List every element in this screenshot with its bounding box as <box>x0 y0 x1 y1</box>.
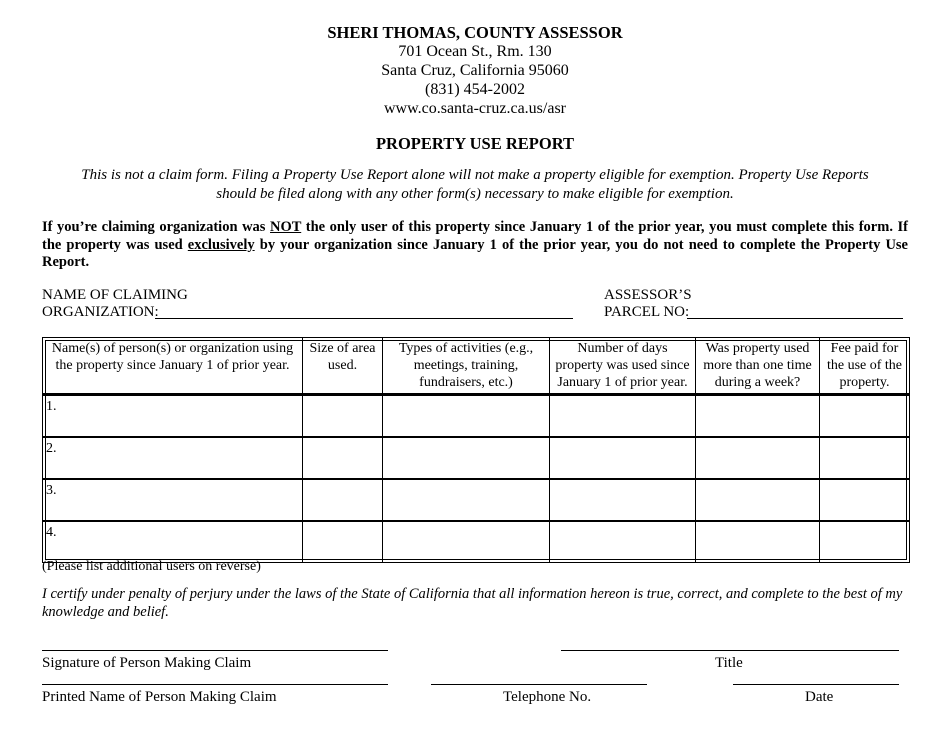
table-cell[interactable] <box>820 521 909 562</box>
org-label-line-1: NAME OF CLAIMING <box>42 287 188 303</box>
website: www.co.santa-cruz.ca.us/asr <box>384 100 566 117</box>
signature-line[interactable] <box>42 650 388 651</box>
instructions-not-word: NOT <box>270 219 302 235</box>
title-line[interactable] <box>561 650 899 651</box>
date-line[interactable] <box>733 684 899 685</box>
header-user-names: Name(s) of person(s) or organization using the property since January 1 of prior year. <box>43 338 303 395</box>
table-row <box>43 521 909 562</box>
title-label: Title <box>715 655 743 671</box>
table-cell[interactable] <box>383 437 550 479</box>
telephone-label: Telephone No. <box>503 689 592 705</box>
header-activity-types: Types of activities (e.g., meetings, training, fundraisers, etc.) <box>383 338 550 395</box>
row-number-cell[interactable]: 3. <box>43 479 303 521</box>
reverse-note: (Please list additional users on reverse) <box>42 559 261 574</box>
row-number-cell[interactable]: 4. <box>43 521 303 562</box>
table-cell[interactable] <box>696 479 820 521</box>
phone-number: (831) 454-2002 <box>425 81 525 98</box>
instructions-part-1: If you’re claiming organization was <box>42 219 271 235</box>
table-cell[interactable] <box>820 395 909 437</box>
row-number-cell[interactable]: 1. <box>43 395 303 437</box>
org-label-line-2: ORGANIZATION: <box>42 304 159 320</box>
table-header-row <box>43 338 909 395</box>
table-cell[interactable] <box>550 479 696 521</box>
signature-label: Signature of Person Making Claim <box>42 655 252 671</box>
table-cell[interactable] <box>303 395 383 437</box>
table-cell[interactable] <box>383 479 550 521</box>
row-number-cell[interactable]: 2. <box>43 437 303 479</box>
table-cell[interactable] <box>696 437 820 479</box>
address-line-2: Santa Cruz, California 95060 <box>381 62 569 79</box>
table-cell[interactable] <box>383 395 550 437</box>
parcel-label-line-2: PARCEL NO: <box>604 304 690 320</box>
table-cell[interactable] <box>383 521 550 562</box>
date-label: Date <box>805 689 834 705</box>
table-cell[interactable] <box>303 479 383 521</box>
instructions-exclusively-word: exclusively <box>187 236 255 253</box>
table-cell[interactable] <box>550 437 696 479</box>
disclaimer-line-1: This is not a claim form. Filing a Property Use Report alone will not make a property eligible for exemption. Property Use Reports <box>81 167 869 183</box>
instructions <box>42 219 908 272</box>
certification-statement: I certify under penalty of perjury under the laws of the State of California that all information hereon is true, correct, and complete to the best of my knowledge and belief. <box>42 586 903 620</box>
table-row <box>43 395 909 437</box>
table-cell[interactable] <box>303 437 383 479</box>
table-row <box>43 479 909 521</box>
table-row <box>43 437 909 479</box>
printed-name-label: Printed Name of Person Making Claim <box>42 689 277 705</box>
organization-name-field[interactable] <box>155 318 573 319</box>
telephone-line[interactable] <box>431 684 647 685</box>
header-days-used: Number of days property was used since January 1 of prior year. <box>550 338 696 395</box>
table-cell[interactable] <box>550 521 696 562</box>
table-cell[interactable] <box>696 521 820 562</box>
table-cell[interactable] <box>550 395 696 437</box>
assessor-title: SHERI THOMAS, COUNTY ASSESSOR <box>327 23 623 42</box>
property-users-table <box>42 337 910 563</box>
header-area-size: Size of area used. <box>303 338 383 395</box>
table-cell[interactable] <box>820 479 909 521</box>
printed-name-line[interactable] <box>42 684 388 685</box>
disclaimer-line-2: should be filed along with any other form(s) necessary to make eligible for exemption. <box>216 186 734 202</box>
address-line-1: 701 Ocean St., Rm. 130 <box>398 43 552 60</box>
parcel-label-line-1: ASSESSOR’S <box>604 287 692 303</box>
header-fee-paid: Fee paid for the use of the property. <box>820 338 909 395</box>
instructions-part-3: by your organization since January 1 of the prior year, you do not need to complete the Property Use Report. <box>42 236 908 270</box>
parcel-number-field[interactable] <box>687 318 903 319</box>
table-cell[interactable] <box>696 395 820 437</box>
header-weekly-use: Was property used more than one time during a week? <box>696 338 820 395</box>
table-cell[interactable] <box>820 437 909 479</box>
instructions-part-2: the only user of this property since January 1 of the prior year, you must complete this form. If the property was used <box>42 219 908 253</box>
form-title: PROPERTY USE REPORT <box>375 134 575 153</box>
table-cell[interactable] <box>303 521 383 562</box>
